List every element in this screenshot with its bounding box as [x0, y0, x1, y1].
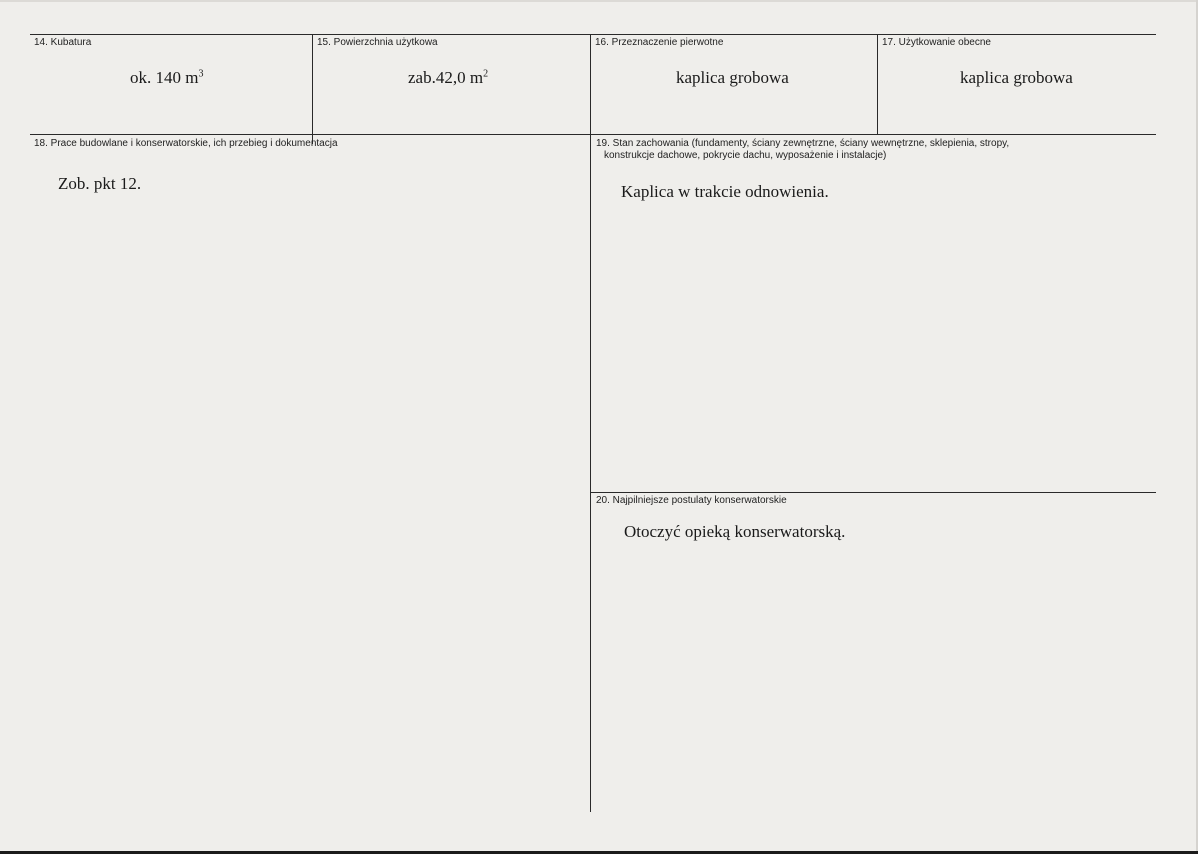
field-15-label: 15. Powierzchnia użytkowa [317, 37, 438, 48]
field-14-label: 14. Kubatura [34, 37, 92, 48]
field-20-value: Otoczyć opieką konserwatorską. [624, 522, 846, 541]
center-divider [590, 34, 591, 812]
field-14-value [130, 68, 203, 88]
row1-divider-1 [312, 34, 313, 134]
field-17-label: 17. Użytkowanie obecne [882, 37, 991, 48]
field-18-label: 18. Prace budowlane i konserwatorskie, ich przebieg i dokumentacja [34, 138, 338, 149]
page-top-edge [0, 0, 1198, 2]
field-18-value: Zob. pkt 12. [58, 174, 142, 193]
row1-bottom-line [30, 134, 1156, 135]
field-14-value-sup: 3 [198, 68, 204, 80]
field-20-label: 20. Najpilniejsze postulaty konserwatorskie [596, 495, 787, 506]
field-14-value-text: ok. 140 m [130, 68, 199, 87]
field-19-value: Kaplica w trakcie odnowienia. [621, 182, 829, 201]
field-15-value-text: zab.42,0 m [408, 68, 484, 87]
field-15-value-sup: 2 [483, 68, 489, 80]
field-19-label-line1: 19. Stan zachowania (fundamenty, ściany zewnętrzne, ściany wewnętrzne, sklepienia, stropy, [596, 138, 1010, 149]
field-15-value [408, 68, 488, 88]
field-17-value: kaplica grobowa [960, 68, 1073, 87]
field-19-label-line2: konstrukcje dachowe, pokrycie dachu, wyposażenie i instalacje) [604, 150, 887, 161]
row1-divider-3 [877, 34, 878, 134]
field-16-label: 16. Przeznaczenie pierwotne [595, 37, 724, 48]
field20-top-line [590, 492, 1156, 493]
field-16-value: kaplica grobowa [676, 68, 789, 87]
row1-top-line [30, 34, 1156, 35]
